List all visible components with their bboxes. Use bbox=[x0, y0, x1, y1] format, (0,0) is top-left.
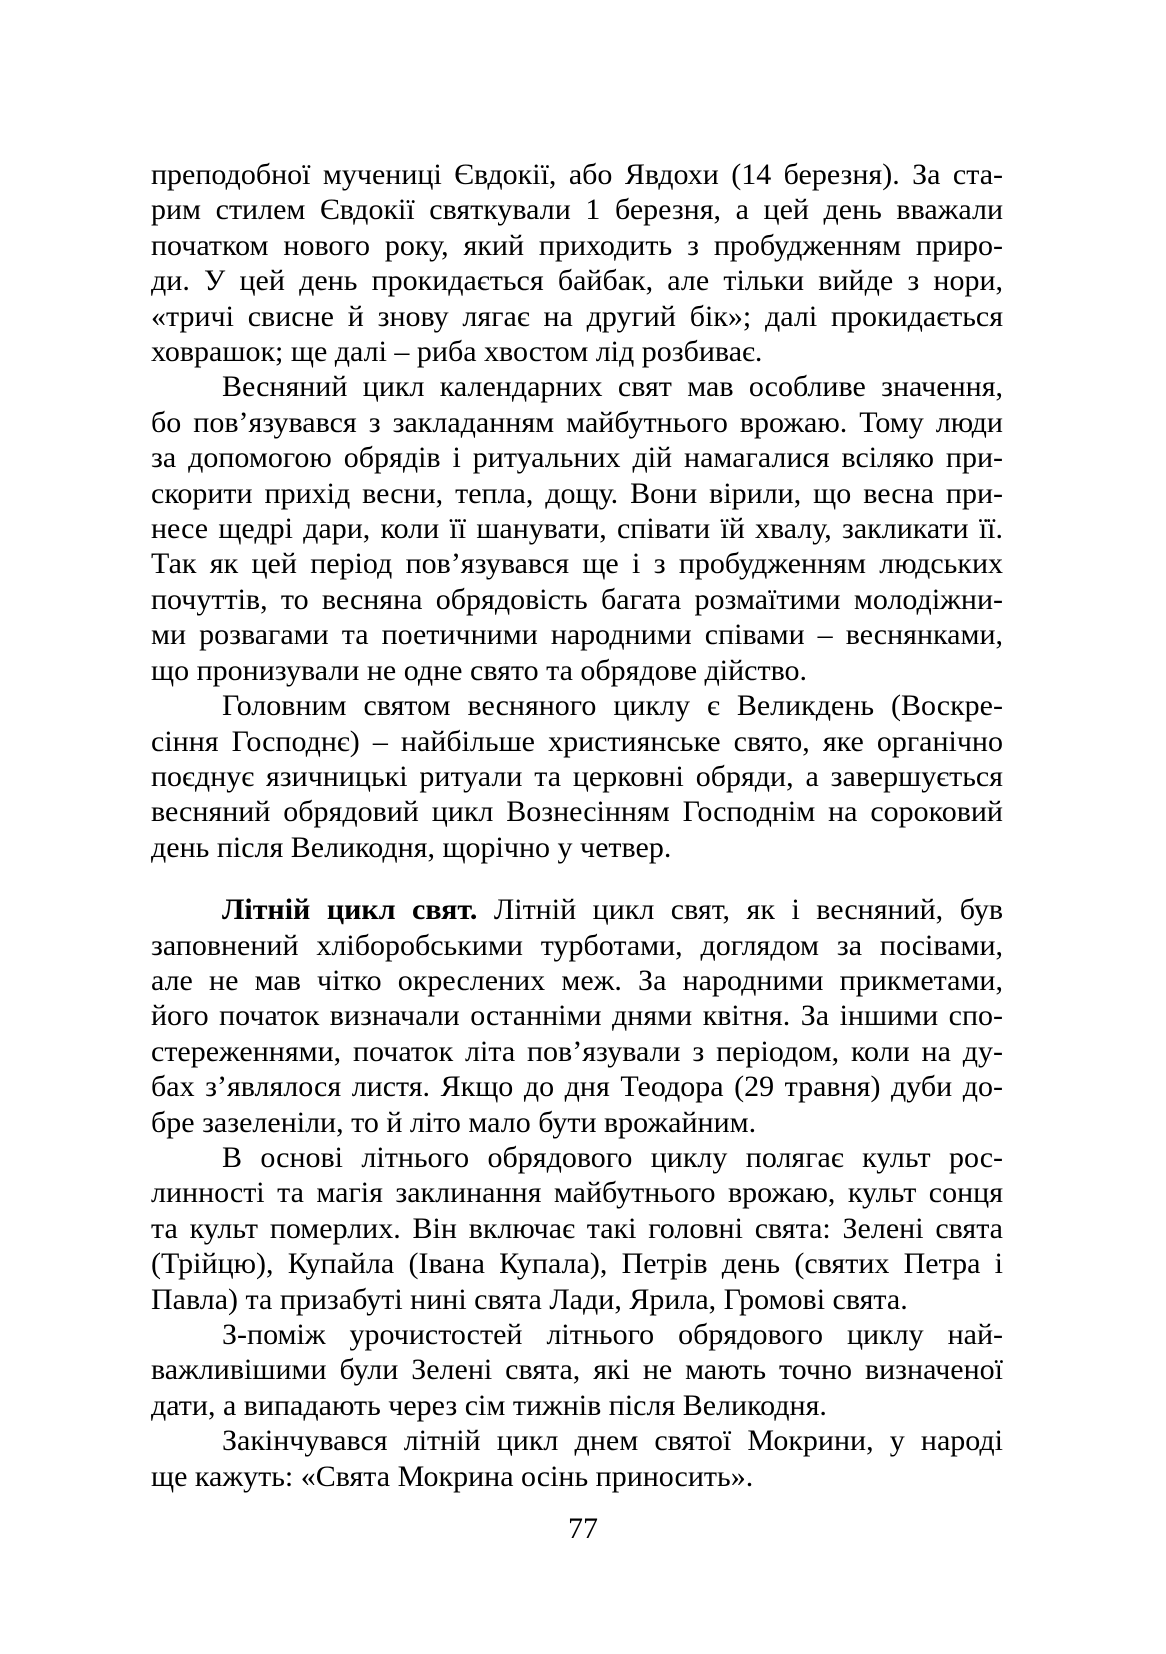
text-line: його початок визначали останніми днями квітня. За іншими спо- bbox=[151, 999, 1003, 1033]
text-block bbox=[151, 157, 1003, 1494]
text-line: весняний обрядовий цикл Вознесінням Господнім на сороковий bbox=[151, 795, 1003, 829]
text-line: В основі літнього обрядового циклу полягає культ рос- bbox=[222, 1140, 1003, 1174]
paragraph bbox=[151, 1317, 1003, 1423]
text-line: стереженнями, початок літа пов’язували з періодом, коли на ду- bbox=[151, 1034, 1003, 1068]
text-line: (Трійцю), Купайла (Івана Купала), Петрів день (святих Петра і bbox=[151, 1247, 1003, 1281]
text-line: бах з’являлося листя. Якщо до дня Теодора (29 травня) дуби до- bbox=[151, 1070, 1003, 1104]
paragraph-lead-bold: Літній цикл свят. bbox=[222, 893, 494, 927]
text-line: Павла) та призабуті нині свята Лади, Ярила, Громові свята. bbox=[151, 1282, 908, 1316]
paragraph bbox=[151, 1423, 1003, 1494]
text-line: преподобної мучениці Євдокії, або Явдохи (14 березня). За ста- bbox=[151, 158, 1003, 191]
text-line: поєднує язичницькі ритуали та церковні обряди, а завершується bbox=[151, 759, 1003, 793]
text-line: сіння Господнє) – найбільше християнське свято, яке органічно bbox=[151, 724, 1003, 758]
text-line: «тричі свисне й знову лягає на другий бік»; далі прокидається bbox=[151, 299, 1003, 333]
text-line: рим стилем Євдокії святкували 1 березня, а цей день вважали bbox=[151, 193, 1003, 227]
text-line: початком нового року, який приходить з пробудженням приро- bbox=[151, 228, 1003, 262]
text-line: та культ померлих. Він включає такі головні свята: Зелені свята bbox=[151, 1211, 1003, 1245]
text-line: Літній цикл свят. Літній цикл свят, як і весняний, був bbox=[222, 893, 1003, 927]
text-line: Головним святом весняного циклу є Великдень (Воскре- bbox=[222, 689, 1003, 723]
text-line: Закінчувався літній цикл днем святої Мокрини, у народі bbox=[222, 1424, 1003, 1458]
text-line: Так як цей період пов’язувався ще і з пробудженням людських bbox=[151, 547, 1003, 581]
text-line: ми розвагами та поетичними народними співами – веснянками, bbox=[151, 618, 1003, 652]
text-line: ще кажуть: «Свята Мокрина осінь приносить». bbox=[151, 1459, 754, 1493]
paragraph bbox=[151, 688, 1003, 865]
text-line: бре зазеленіли, то й літо мало бути врожайним. bbox=[151, 1105, 757, 1139]
page-footer bbox=[0, 1511, 1166, 1546]
text-line: важливішими були Зелені свята, які не мають точно визначеної bbox=[151, 1353, 1003, 1387]
text-line: бо пов’язувався з закладанням майбутнього врожаю. Тому люди bbox=[151, 405, 1003, 439]
text-line: заповнений хліборобськими турботами, доглядом за посівами, bbox=[151, 928, 1003, 962]
text-line: ди. У цей день прокидається байбак, але тільки вийде з нори, bbox=[151, 264, 1003, 298]
text-line: З-поміж урочистостей літнього обрядового циклу най- bbox=[222, 1318, 1003, 1351]
text-line: несе щедрі дари, коли її шанувати, співати їй хвалу, закликати її. bbox=[151, 512, 1003, 546]
text-line: дати, а випадають через сім тижнів після Великодня. bbox=[151, 1388, 827, 1422]
text-line: день після Великодня, щорічно у четвер. bbox=[151, 830, 672, 864]
text-line: Весняний цикл календарних свят мав особливе значення, bbox=[222, 370, 1003, 404]
text-line: за допомогою обрядів і ритуальних дій намагалися всіляко при- bbox=[151, 441, 1003, 475]
text-line: скорити прихід весни, тепла, дощу. Вони вірили, що весна при- bbox=[151, 476, 1003, 510]
text-line: ховрашок; ще далі – риба хвостом лід розбиває. bbox=[151, 335, 763, 369]
paragraph bbox=[151, 369, 1003, 688]
page-number: 77 bbox=[568, 1512, 598, 1545]
paragraph bbox=[151, 892, 1003, 1140]
paragraph bbox=[151, 157, 1003, 369]
text-line: але не мав чітко окреслених меж. За народними прикметами, bbox=[151, 963, 1003, 997]
text-line: що пронизували не одне свято та обрядове дійство. bbox=[151, 653, 808, 687]
text-line: линності та магія заклинання майбутнього врожаю, культ сонця bbox=[151, 1176, 1003, 1210]
text-line: почуттів, то весняна обрядовість багата розмаїтими молодіжни- bbox=[151, 582, 1003, 616]
paragraph bbox=[151, 1140, 1003, 1317]
